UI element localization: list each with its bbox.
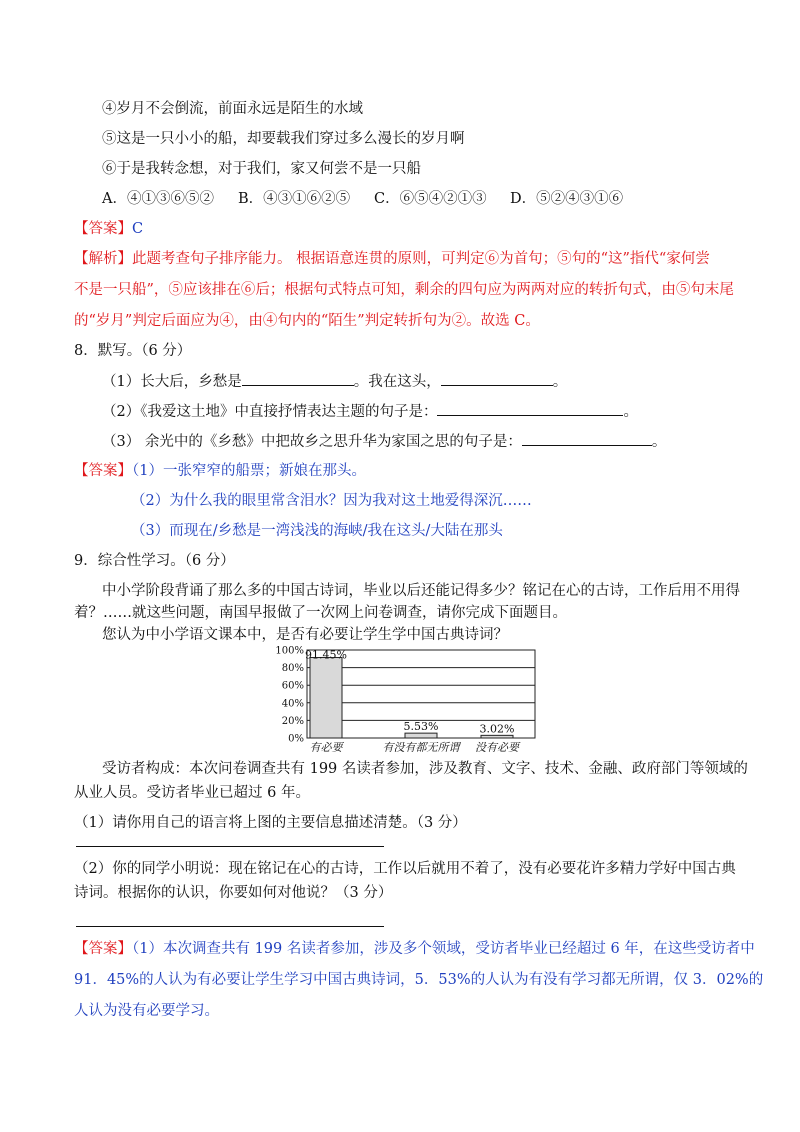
q8-item-2-end: 。 xyxy=(623,404,638,420)
q9-title: 9．综合性学习。（6 分） xyxy=(74,553,235,569)
q9-answer-line-1 xyxy=(74,939,755,959)
chart-x-labels xyxy=(310,741,521,754)
chart-y-tick-label: 40% xyxy=(281,698,304,710)
chart-x-tick-label: 有没有都无所谓 xyxy=(382,741,460,754)
q7-analysis-line-1 xyxy=(74,249,710,269)
analysis-text-1: 此题考查句子排序能力。 根据语意连贯的原则，可判定⑥为首句；⑤句的“这”指代“家何尝 xyxy=(132,251,710,267)
q8-item-2-prompt: （2）《我爱这土地》中直接抒情表达主题的句子是： xyxy=(102,404,438,420)
q9-survey-question: 您认为中小学语文课本中，是否有必要让学生学中国古典诗词？ xyxy=(102,627,508,643)
q8-item-1-mid: 。我在这头， xyxy=(353,374,441,390)
chart-data-label: 3.02% xyxy=(479,722,515,736)
sentence-4: ④岁月不会倒流，前面永远是陌生的水域 xyxy=(102,101,363,117)
chart-bar xyxy=(481,735,513,738)
chart-y-tick-label: 60% xyxy=(281,680,304,692)
chart-y-tick-label: 100% xyxy=(275,645,304,657)
option-c: C．⑥⑤④②①③ xyxy=(374,191,487,207)
q8-item-1-prompt: （1）长大后，乡愁是 xyxy=(102,374,242,390)
chart-x-tick-label: 没有必要 xyxy=(475,741,519,754)
q8-answer-1: （1）一张窄窄的船票；新娘在那头。 xyxy=(132,463,366,479)
q9-respondents-line-2: 从业人员。受访者毕业已超过 6 年。 xyxy=(74,785,310,801)
answer-line[interactable] xyxy=(76,926,384,927)
q7-analysis-line-3: 的“岁月”判定后面应为④，由④句内的“陌生”判定转折句为②。故选 C。 xyxy=(74,313,540,329)
q9-respondents-line-1: 受访者构成：本次问卷调查共有 199 名读者参加，涉及教育、文字、技术、金融、政府部门等领域的 xyxy=(102,761,748,777)
q9-sub-2-line-1: （2）你的同学小明说：现在铭记在心的古诗，工作以后就用不着了，没有必要花许多精力学好中国古典 xyxy=(74,861,736,877)
q8-item-2 xyxy=(102,401,638,422)
chart-bar xyxy=(405,733,437,738)
q9-sub-1: （1）请你用自己的语言将上图的主要信息描述清楚。（3 分） xyxy=(74,815,467,831)
chart-y-tick-label: 0% xyxy=(288,733,304,745)
sentence-5: ⑤这是一只小小的船，却要载我们穿过多么漫长的岁月啊 xyxy=(102,131,465,147)
q8-answer-line-1 xyxy=(74,461,366,481)
q9-answer-text-1: （1）本次调查共有 199 名读者参加，涉及多个领域，受访者毕业已经超过 6 年，在这些受访者中 xyxy=(132,941,755,957)
answer-blank[interactable] xyxy=(242,371,354,386)
chart-y-tick-label: 80% xyxy=(281,663,304,675)
chart-y-tick-label: 20% xyxy=(281,715,304,727)
chart-data-label: 91.45% xyxy=(305,648,347,662)
q7-analysis-line-2: 不是一只船”，⑤应该排在⑥后；根据句式特点可知，剩余的四句应为两两对应的转折句式，由⑤句末尾 xyxy=(74,282,734,298)
q8-item-3 xyxy=(102,431,666,452)
answer-tag: 【答案】 xyxy=(74,941,132,957)
q8-answer-2: （2）为什么我的眼里常含泪水？因为我对这土地爱得深沉…… xyxy=(131,493,532,509)
q9-intro-line-2: 着？……就这些问题，南国早报做了一次网上问卷调查，请你完成下面题目。 xyxy=(74,605,567,621)
q8-answer-3: （3）而现在/乡愁是一湾浅浅的海峡/我在这头/大陆在那头 xyxy=(131,523,503,539)
q7-answer xyxy=(74,219,143,239)
q9-answer-line-2: 91．45%的人认为有必要让学生学习中国古典诗词，5．53%的人认为有没有学习都无所谓，仅 3．02%的 xyxy=(74,972,764,988)
q9-sub-2-line-2: 诗词。根据你的认识，你要如何对他说？（3 分） xyxy=(74,885,393,901)
option-d: D．⑤②④③①⑥ xyxy=(510,191,624,207)
answer-blank[interactable] xyxy=(441,371,553,386)
answer-blank[interactable] xyxy=(437,401,623,416)
q8-item-1 xyxy=(102,371,567,392)
option-b: B．④③①⑥②⑤ xyxy=(238,191,351,207)
answer-tag: 【答案】 xyxy=(74,463,132,479)
chart-bar xyxy=(310,658,342,738)
sentence-6: ⑥于是我转念想，对于我们，家又何尝不是一只船 xyxy=(102,161,421,177)
q9-answer-line-3: 人认为没有必要学习。 xyxy=(74,1003,219,1019)
chart-data-label: 5.53% xyxy=(403,720,439,734)
option-a: A．④①③⑥⑤② xyxy=(102,191,214,207)
q9-intro-line-1: 中小学阶段背诵了那么多的中国古诗词，毕业以后还能记得多少？铭记在心的古诗，工作后用不用得 xyxy=(102,583,740,599)
answer-blank[interactable] xyxy=(522,431,652,446)
answer-value: C xyxy=(132,221,144,237)
answer-tag: 【答案】 xyxy=(74,221,132,237)
answer-line[interactable] xyxy=(76,846,384,847)
survey-bar-chart xyxy=(235,643,565,758)
q8-item-3-prompt: （3） 余光中的《乡愁》中把故乡之思升华为家国之思的句子是： xyxy=(102,434,522,450)
chart-y-ticks xyxy=(275,646,304,745)
chart-x-tick-label: 有必要 xyxy=(309,741,343,754)
q8-title: 8．默写。（6 分） xyxy=(74,343,192,359)
q8-item-3-end: 。 xyxy=(651,434,667,450)
analysis-tag: 【解析】 xyxy=(74,251,132,267)
q8-item-1-end: 。 xyxy=(552,374,568,390)
